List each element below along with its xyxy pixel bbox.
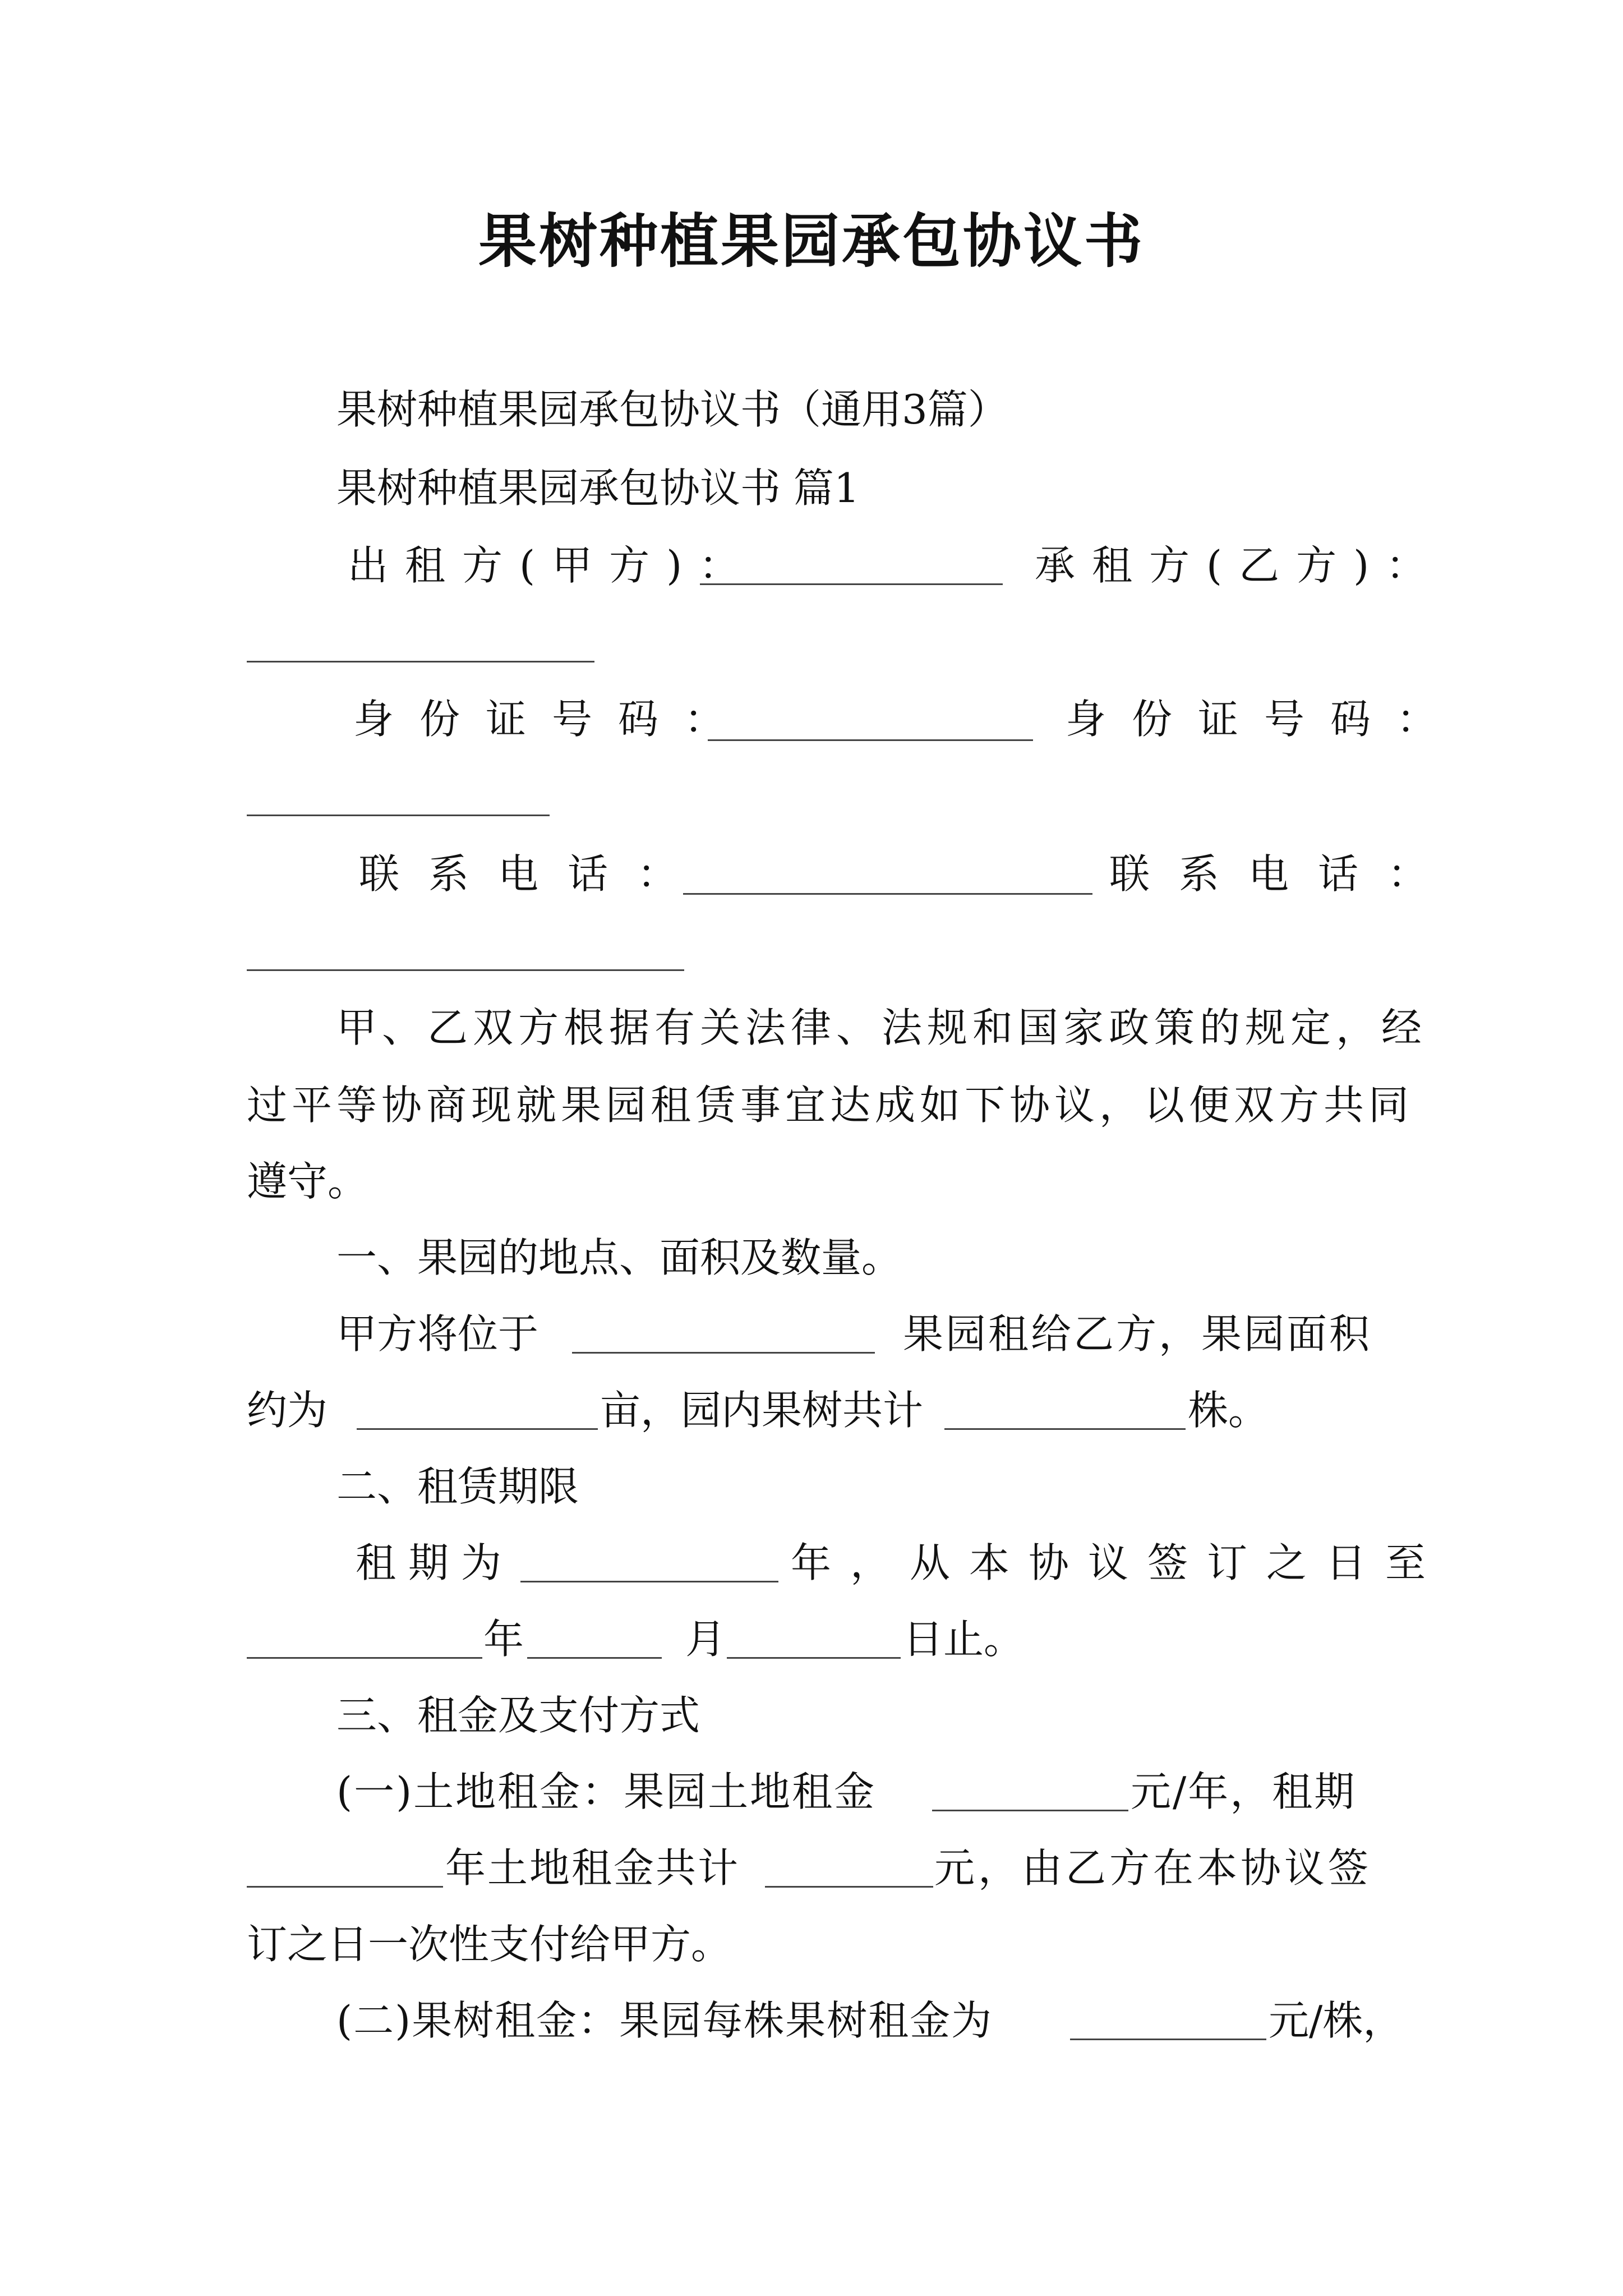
lessor-blank <box>700 583 1003 585</box>
term-years-blank <box>520 1581 778 1582</box>
tree-rent-blank <box>1070 2039 1266 2040</box>
tree-rent-text-a: (二)果树租金：果园每株果树租金为 <box>336 1997 993 2044</box>
id-blank-b <box>247 815 550 816</box>
tree-rent-text-b: 元/株， <box>1269 1997 1404 2044</box>
clause2-heading: 二、租赁期限 <box>336 1463 579 1510</box>
tree-count-blank <box>944 1428 1186 1430</box>
intro-line-2: 过平等协商现就果园租赁事宜达成如下协议，以便双方共同 <box>247 1082 1414 1129</box>
id-blank-a <box>708 739 1033 741</box>
phone-label-b: 联系电话： <box>1109 850 1458 898</box>
clause2-text-e: 日止。 <box>903 1616 1025 1663</box>
document-title: 果树种植果园承包协议书 <box>478 206 1145 275</box>
land-rent-blank <box>932 1810 1128 1811</box>
end-month-gap <box>527 1657 662 1659</box>
clause1-text-a: 甲方将位于 <box>336 1310 539 1358</box>
id-label-a: 身份证号码： <box>353 696 751 743</box>
land-rent-text-c: 年土地租金共计 <box>445 1844 740 1892</box>
lessor-label: 出租方(甲方)： <box>348 542 757 589</box>
clause1-text-b: 果园租给乙方，果园面积 <box>903 1310 1372 1358</box>
id-label-b: 身份证号码： <box>1066 696 1463 743</box>
intro-line-1: 甲、乙双方根据有关法律、法规和国家政策的规定，经 <box>336 1004 1427 1051</box>
term-blank <box>247 1886 443 1888</box>
clause1-text-c: 约为 <box>247 1387 328 1434</box>
land-rent-text-d: 元，由乙方在本协议签 <box>934 1844 1372 1892</box>
end-day-blank <box>727 1657 901 1659</box>
location-blank <box>572 1352 875 1354</box>
clause1-text-e: 株。 <box>1188 1387 1269 1434</box>
subtitle: 果树种植果园承包协议书（通用3篇） <box>336 386 1008 433</box>
clause2-text-a: 租期为 <box>356 1539 514 1586</box>
lessee-blank <box>247 661 594 662</box>
land-total-blank <box>765 1886 933 1888</box>
lessee-label: 承租方(乙方)： <box>1035 542 1444 589</box>
intro-line-3: 遵守。 <box>247 1158 368 1205</box>
phone-blank-a <box>683 893 1092 895</box>
land-rent-text-b: 元/年，租期 <box>1131 1768 1357 1815</box>
area-blank <box>357 1428 598 1430</box>
clause2-text-c: 年 <box>483 1616 524 1663</box>
section-heading: 果树种植果园承包协议书 篇1 <box>336 464 860 512</box>
phone-label-a: 联系电话： <box>359 850 707 898</box>
clause1-text-d: 亩，园内果树共计 <box>600 1387 924 1434</box>
end-year-blank <box>247 1657 482 1659</box>
land-rent-text-e: 订之日一次性支付给甲方。 <box>247 1921 732 1968</box>
land-rent-text-a: (一)土地租金：果园土地租金 <box>336 1768 877 1815</box>
clause2-text-d: 月 <box>685 1616 726 1663</box>
clause2-text-b: 年，从本协议签订之日至 <box>791 1539 1445 1586</box>
clause1-heading: 一、果园的地点、面积及数量。 <box>336 1234 902 1281</box>
clause3-heading: 三、租金及支付方式 <box>336 1692 700 1739</box>
phone-blank-b <box>247 969 684 971</box>
